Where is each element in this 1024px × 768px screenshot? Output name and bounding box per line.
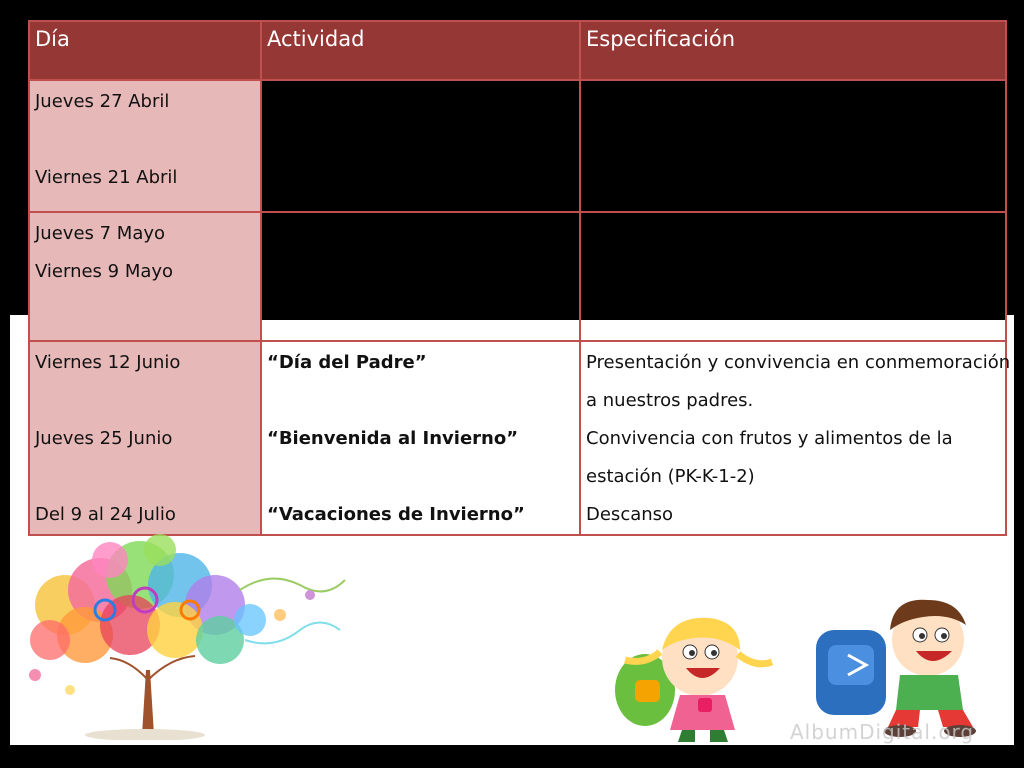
spec-text: Presentación y convivencia en conmemoración [586, 352, 1011, 373]
activity-cell [261, 341, 580, 535]
spec-cell [580, 341, 1011, 535]
table-row [29, 341, 1006, 535]
spec-text: a nuestros padres. [586, 390, 754, 411]
spec-text: estación (PK-K-1-2) [586, 466, 755, 487]
activity-text: “Día del Padre” [267, 352, 427, 373]
date-text: Del 9 al 24 Julio [35, 504, 176, 525]
spec-text: Convivencia con frutos y alimentos de la [586, 428, 953, 449]
spec-cell [580, 212, 1006, 341]
activity-cell [261, 80, 580, 212]
activity-text: “Vacaciones de Invierno” [267, 504, 525, 525]
day-cell [29, 341, 261, 535]
table-row [29, 212, 1006, 341]
table-header-row [29, 21, 1006, 80]
boy-with-backpack-illustration [808, 595, 1008, 740]
activity-cell [261, 212, 580, 341]
day-cell [29, 80, 261, 212]
table-row [29, 80, 1006, 212]
date-text: Jueves 7 Mayo [35, 223, 166, 244]
spec-text: Descanso [586, 504, 674, 525]
watermark-text: AlbumDigital.org [790, 720, 975, 744]
date-text: Jueves 25 Junio [35, 428, 173, 449]
girl-with-backpack-illustration [600, 610, 780, 745]
spec-cell [580, 80, 1006, 212]
date-text: Viernes 21 Abril [35, 167, 178, 188]
date-text: Viernes 9 Mayo [35, 261, 174, 282]
header-dia: Día [29, 21, 261, 80]
header-especificacion: Especificación [580, 21, 1006, 80]
day-cell [29, 212, 261, 341]
activity-text: “Bienvenida al Invierno” [267, 428, 519, 449]
schedule-table [28, 20, 1011, 536]
colorful-tree-illustration [10, 530, 350, 740]
date-text: Jueves 27 Abril [35, 91, 170, 112]
date-text: Viernes 12 Junio [35, 352, 181, 373]
header-actividad: Actividad [261, 21, 580, 80]
